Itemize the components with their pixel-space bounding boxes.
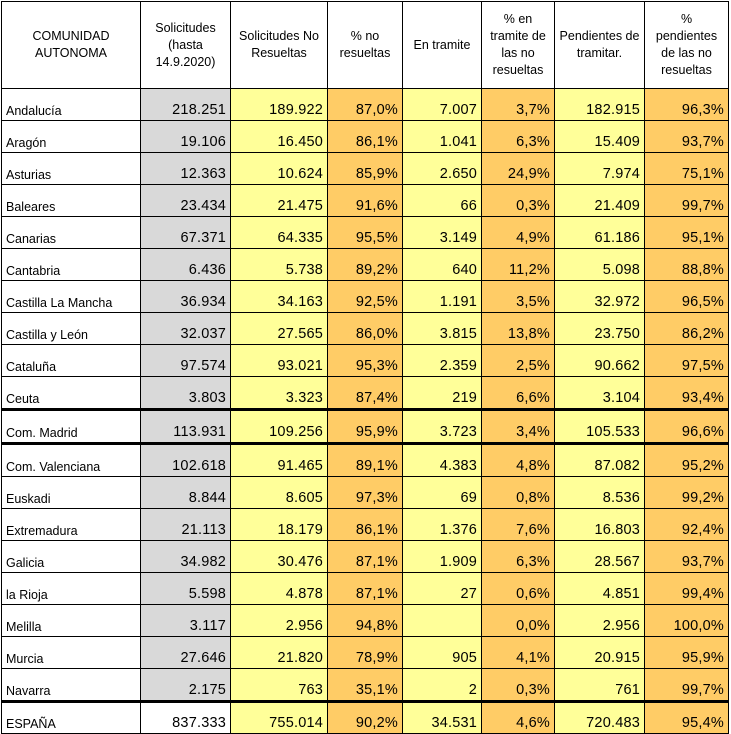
cell-solicitudes: 2.175 <box>141 669 231 702</box>
cell-pct-tramite: 3,7% <box>482 89 555 121</box>
cell-pendientes: 7.974 <box>555 153 645 185</box>
cell-pendientes: 5.098 <box>555 249 645 281</box>
cell-pct-tramite: 4,9% <box>482 217 555 249</box>
cell-pendientes: 3.104 <box>555 377 645 410</box>
cell-no-resueltas: 93.021 <box>231 345 328 377</box>
cell-no-resueltas: 5.738 <box>231 249 328 281</box>
table-row <box>2 345 729 377</box>
cell-pct-tramite: 11,2% <box>482 249 555 281</box>
cell-no-resueltas: 16.450 <box>231 121 328 153</box>
cell-pct-tramite: 6,3% <box>482 541 555 573</box>
table-row <box>2 217 729 249</box>
cell-pct-tramite: 0,0% <box>482 605 555 637</box>
cell-pct-no-resueltas: 90,2% <box>328 702 403 734</box>
cell-pct-pendientes: 88,8% <box>645 249 729 281</box>
cell-pct-pendientes: 95,4% <box>645 702 729 734</box>
cell-en-tramite: 2.359 <box>403 345 482 377</box>
cell-solicitudes: 23.434 <box>141 185 231 217</box>
cell-solicitudes: 8.844 <box>141 477 231 509</box>
cell-solicitudes: 36.934 <box>141 281 231 313</box>
cell-pendientes: 20.915 <box>555 637 645 669</box>
cell-solicitudes: 113.931 <box>141 410 231 444</box>
cell-solicitudes: 5.598 <box>141 573 231 605</box>
cell-pct-tramite: 4,8% <box>482 444 555 477</box>
cell-pct-pendientes: 93,7% <box>645 541 729 573</box>
cell-pendientes: 32.972 <box>555 281 645 313</box>
cell-no-resueltas: 34.163 <box>231 281 328 313</box>
cell-no-resueltas: 755.014 <box>231 702 328 734</box>
cell-pct-pendientes: 75,1% <box>645 153 729 185</box>
cell-pct-pendientes: 96,5% <box>645 281 729 313</box>
table-row <box>2 477 729 509</box>
table-row <box>2 121 729 153</box>
cell-pct-no-resueltas: 86,0% <box>328 313 403 345</box>
cell-en-tramite <box>403 605 482 637</box>
table-row <box>2 281 729 313</box>
cell-en-tramite: 27 <box>403 573 482 605</box>
cell-ccaa: ESPAÑA <box>2 702 141 734</box>
cell-pct-pendientes: 99,7% <box>645 185 729 217</box>
table-row <box>2 410 729 444</box>
cell-pct-pendientes: 96,6% <box>645 410 729 444</box>
cell-solicitudes: 27.646 <box>141 637 231 669</box>
cell-en-tramite: 1.191 <box>403 281 482 313</box>
cell-solicitudes: 97.574 <box>141 345 231 377</box>
cell-solicitudes: 3.803 <box>141 377 231 410</box>
cell-pendientes: 87.082 <box>555 444 645 477</box>
cell-no-resueltas: 27.565 <box>231 313 328 345</box>
cell-pct-no-resueltas: 35,1% <box>328 669 403 702</box>
cell-pct-tramite: 3,4% <box>482 410 555 444</box>
cell-pct-no-resueltas: 97,3% <box>328 477 403 509</box>
total-row <box>2 702 729 734</box>
cell-solicitudes: 218.251 <box>141 89 231 121</box>
cell-pct-pendientes: 92,4% <box>645 509 729 541</box>
cell-no-resueltas: 8.605 <box>231 477 328 509</box>
table-row <box>2 509 729 541</box>
table-row <box>2 541 729 573</box>
table-row <box>2 669 729 702</box>
cell-pct-tramite: 4,1% <box>482 637 555 669</box>
header-solicitudes: Solicitudes (hasta 14.9.2020) <box>141 2 231 89</box>
header-pct-pendientes: % pendientes de las no resueltas <box>645 2 729 89</box>
cell-no-resueltas: 64.335 <box>231 217 328 249</box>
cell-ccaa: Extremadura <box>2 509 141 541</box>
header-pendientes: Pendientes de tramitar. <box>555 2 645 89</box>
cell-pct-no-resueltas: 86,1% <box>328 509 403 541</box>
cell-pct-pendientes: 86,2% <box>645 313 729 345</box>
cell-pct-pendientes: 95,9% <box>645 637 729 669</box>
cell-ccaa: Andalucía <box>2 89 141 121</box>
cell-ccaa: Aragón <box>2 121 141 153</box>
cell-pct-no-resueltas: 87,1% <box>328 541 403 573</box>
cell-ccaa: Baleares <box>2 185 141 217</box>
cell-solicitudes: 21.113 <box>141 509 231 541</box>
cell-solicitudes: 6.436 <box>141 249 231 281</box>
cell-pct-tramite: 7,6% <box>482 509 555 541</box>
cell-pct-pendientes: 96,3% <box>645 89 729 121</box>
cell-pct-no-resueltas: 91,6% <box>328 185 403 217</box>
table-row <box>2 605 729 637</box>
cell-pendientes: 4.851 <box>555 573 645 605</box>
cell-solicitudes: 67.371 <box>141 217 231 249</box>
cell-pct-pendientes: 97,5% <box>645 345 729 377</box>
cell-en-tramite: 1.909 <box>403 541 482 573</box>
cell-pct-pendientes: 99,2% <box>645 477 729 509</box>
table-row <box>2 249 729 281</box>
cell-en-tramite: 1.041 <box>403 121 482 153</box>
cell-ccaa: Galicia <box>2 541 141 573</box>
cell-pct-tramite: 0,8% <box>482 477 555 509</box>
cell-ccaa: Ceuta <box>2 377 141 410</box>
cell-solicitudes: 12.363 <box>141 153 231 185</box>
cell-no-resueltas: 91.465 <box>231 444 328 477</box>
table-row <box>2 573 729 605</box>
cell-pct-pendientes: 99,4% <box>645 573 729 605</box>
table-body <box>2 89 729 734</box>
cell-ccaa: Com. Madrid <box>2 410 141 444</box>
cell-ccaa: Navarra <box>2 669 141 702</box>
cell-no-resueltas: 189.922 <box>231 89 328 121</box>
cell-pct-pendientes: 95,1% <box>645 217 729 249</box>
cell-en-tramite: 219 <box>403 377 482 410</box>
cell-ccaa: Asturias <box>2 153 141 185</box>
cell-pct-no-resueltas: 94,8% <box>328 605 403 637</box>
cell-en-tramite: 66 <box>403 185 482 217</box>
cell-pct-tramite: 2,5% <box>482 345 555 377</box>
cell-pendientes: 28.567 <box>555 541 645 573</box>
cell-no-resueltas: 3.323 <box>231 377 328 410</box>
cell-solicitudes: 837.333 <box>141 702 231 734</box>
table-row <box>2 185 729 217</box>
cell-en-tramite: 2.650 <box>403 153 482 185</box>
cell-pct-tramite: 13,8% <box>482 313 555 345</box>
table-row <box>2 313 729 345</box>
cell-solicitudes: 19.106 <box>141 121 231 153</box>
cell-pct-pendientes: 93,4% <box>645 377 729 410</box>
cell-pct-pendientes: 100,0% <box>645 605 729 637</box>
cell-pct-pendientes: 95,2% <box>645 444 729 477</box>
cell-en-tramite: 640 <box>403 249 482 281</box>
cell-ccaa: la Rioja <box>2 573 141 605</box>
cell-pct-no-resueltas: 89,1% <box>328 444 403 477</box>
table-row <box>2 444 729 477</box>
cell-en-tramite: 3.815 <box>403 313 482 345</box>
table-row <box>2 637 729 669</box>
cell-no-resueltas: 4.878 <box>231 573 328 605</box>
cell-solicitudes: 34.982 <box>141 541 231 573</box>
cell-pct-no-resueltas: 95,3% <box>328 345 403 377</box>
cell-ccaa: Com. Valenciana <box>2 444 141 477</box>
cell-no-resueltas: 21.820 <box>231 637 328 669</box>
cell-pct-tramite: 24,9% <box>482 153 555 185</box>
cell-no-resueltas: 30.476 <box>231 541 328 573</box>
table-row <box>2 153 729 185</box>
cell-ccaa: Murcia <box>2 637 141 669</box>
cell-solicitudes: 102.618 <box>141 444 231 477</box>
cell-ccaa: Castilla La Mancha <box>2 281 141 313</box>
header-ccaa: COMUNIDAD AUTONOMA <box>2 2 141 89</box>
cell-en-tramite: 3.723 <box>403 410 482 444</box>
cell-pct-tramite: 0,6% <box>482 573 555 605</box>
cell-pendientes: 8.536 <box>555 477 645 509</box>
cell-pendientes: 761 <box>555 669 645 702</box>
cell-no-resueltas: 2.956 <box>231 605 328 637</box>
cell-pct-no-resueltas: 95,5% <box>328 217 403 249</box>
cell-pct-pendientes: 99,7% <box>645 669 729 702</box>
data-table <box>1 1 729 734</box>
cell-pct-no-resueltas: 87,1% <box>328 573 403 605</box>
cell-en-tramite: 69 <box>403 477 482 509</box>
cell-no-resueltas: 21.475 <box>231 185 328 217</box>
cell-pendientes: 61.186 <box>555 217 645 249</box>
cell-pendientes: 105.533 <box>555 410 645 444</box>
cell-pct-tramite: 3,5% <box>482 281 555 313</box>
cell-pendientes: 720.483 <box>555 702 645 734</box>
cell-en-tramite: 34.531 <box>403 702 482 734</box>
cell-no-resueltas: 763 <box>231 669 328 702</box>
cell-pendientes: 21.409 <box>555 185 645 217</box>
cell-ccaa: Cataluña <box>2 345 141 377</box>
header-en-tramite: En tramite <box>403 2 482 89</box>
cell-en-tramite: 2 <box>403 669 482 702</box>
cell-pct-no-resueltas: 85,9% <box>328 153 403 185</box>
cell-en-tramite: 3.149 <box>403 217 482 249</box>
cell-no-resueltas: 18.179 <box>231 509 328 541</box>
cell-pct-no-resueltas: 95,9% <box>328 410 403 444</box>
cell-en-tramite: 4.383 <box>403 444 482 477</box>
cell-pendientes: 23.750 <box>555 313 645 345</box>
cell-pct-no-resueltas: 78,9% <box>328 637 403 669</box>
header-pct-no-resueltas: % no resueltas <box>328 2 403 89</box>
header-row <box>2 2 729 89</box>
cell-ccaa: Castilla y León <box>2 313 141 345</box>
cell-ccaa: Euskadi <box>2 477 141 509</box>
cell-pct-pendientes: 93,7% <box>645 121 729 153</box>
table-row <box>2 89 729 121</box>
cell-pendientes: 15.409 <box>555 121 645 153</box>
header-pct-tramite: % en tramite de las no resueltas <box>482 2 555 89</box>
cell-en-tramite: 905 <box>403 637 482 669</box>
cell-pct-no-resueltas: 87,4% <box>328 377 403 410</box>
cell-ccaa: Canarias <box>2 217 141 249</box>
header-no-resueltas: Solicitudes No Resueltas <box>231 2 328 89</box>
cell-pct-tramite: 0,3% <box>482 185 555 217</box>
cell-pendientes: 182.915 <box>555 89 645 121</box>
cell-pct-no-resueltas: 92,5% <box>328 281 403 313</box>
cell-no-resueltas: 109.256 <box>231 410 328 444</box>
cell-pct-no-resueltas: 87,0% <box>328 89 403 121</box>
cell-ccaa: Cantabria <box>2 249 141 281</box>
cell-pendientes: 90.662 <box>555 345 645 377</box>
cell-pct-tramite: 6,3% <box>482 121 555 153</box>
cell-pendientes: 2.956 <box>555 605 645 637</box>
cell-solicitudes: 3.117 <box>141 605 231 637</box>
cell-pendientes: 16.803 <box>555 509 645 541</box>
cell-en-tramite: 1.376 <box>403 509 482 541</box>
cell-pct-tramite: 0,3% <box>482 669 555 702</box>
cell-no-resueltas: 10.624 <box>231 153 328 185</box>
cell-pct-no-resueltas: 86,1% <box>328 121 403 153</box>
cell-solicitudes: 32.037 <box>141 313 231 345</box>
table-row <box>2 377 729 410</box>
cell-en-tramite: 7.007 <box>403 89 482 121</box>
cell-pct-no-resueltas: 89,2% <box>328 249 403 281</box>
cell-pct-tramite: 6,6% <box>482 377 555 410</box>
cell-ccaa: Melilla <box>2 605 141 637</box>
cell-pct-tramite: 4,6% <box>482 702 555 734</box>
